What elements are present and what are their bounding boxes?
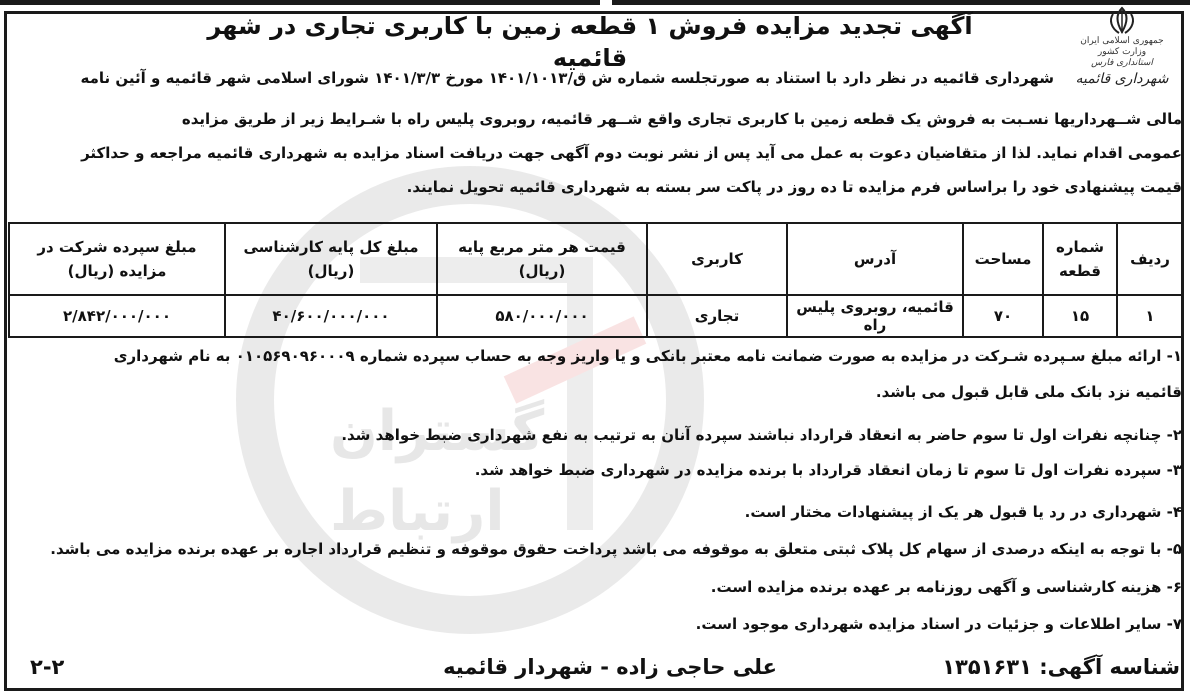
condition-7: ۷- سایر اطلاعات و جزئیات در اسناد مزایده شهرداری موجود است. [695,615,1182,633]
cell-deposit: ۲/۸۴۲/۰۰۰/۰۰۰ [9,295,225,337]
auction-table [8,222,1184,338]
col-header-address: آدرس [787,223,963,295]
cell-row-number: ۱ [1117,295,1183,337]
intro-line-4: قیمت پیشنهادی خود را براساس فرم مزایده تا ده روز در پاکت سر بسته به شهرداری قائمیه تحویل نمایند. [406,178,1182,196]
top-rule-right [612,0,1190,5]
logo-line-2: وزارت کشور [1097,47,1147,57]
col-header-row-number: ردیف [1117,223,1183,295]
cell-area: ۷۰ [963,295,1043,337]
cell-parcel-number: ۱۵ [1043,295,1117,337]
municipality-logo [1062,6,1182,116]
mayor-signature: علی حاجی زاده - شهردار قائمیه [443,655,777,679]
watermark-text-2: ارتباط [330,479,505,544]
watermark-text-1: گستران [330,399,545,464]
col-header-deposit: مبلغ سپرده شرکت در مزایده (ریال) [9,223,225,295]
cell-address: قائمیه، روبروی پلیس راه [787,295,963,337]
cell-total-base-price: ۴۰/۶۰۰/۰۰۰/۰۰۰ [225,295,437,337]
col-header-total-base-price: مبلغ کل پایه کارشناسی (ریال) [225,223,437,295]
cell-usage: تجاری [647,295,787,337]
condition-5: ۵- با توجه به اینکه درصدی از سهام کل پلاک ثبتی متعلق به موقوفه می باشد پرداخت حقوق موقوفه و تنظیم قرارداد اجاره بر عهده برنده مزایده می باشد. [50,540,1182,558]
logo-line-4: شهرداری قائمیه [1075,71,1169,87]
condition-3: ۳- سپرده نفرات اول تا سوم تا زمان انعقاد قرارداد با برنده مزایده در شهرداری ضبط خواهد شد. [474,461,1182,479]
condition-4: ۴- شهرداری در رد یا قبول هر یک از پیشنهادات مختار است. [744,503,1182,521]
top-rule-left [0,0,600,5]
intro-line-3: عمومی اقدام نماید. لذا از متقاضیان دعوت به عمل می آید پس از نشر نوبت دوم آگهی جهت دریافت اسناد مزایده به شهرداری قائمیه مراجعه و حداکثر [81,144,1182,162]
intro-line-1: شهرداری قائمیه در نظر دارد با استناد به صورتجلسه شماره ش ق/۱۴۰۱/۱۰۱۳ مورخ ۱۴۰۱/۳/۳ شورای اسلامی شهر قائمیه و آئین نامه [80,69,1054,87]
condition-1: ۱- ارائه مبلغ سـپرده شـرکت در مزایده به صورت ضمانت نامه معتبر بانکی و یا واریز وجه به حساب سپرده شماره ۰۱۰۵۶۹۰۹۶۰۰۰۹ به نام شهرداری [113,347,1182,365]
notice-code: ۲-۲ [30,655,65,679]
notice-title: آگهی تجدید مزایده فروش ۱ قطعه زمین با کاربری تجاری در شهر قائمیه [207,12,973,72]
col-header-usage: کاربری [647,223,787,295]
condition-2: ۲- چنانچه نفرات اول تا سوم حاضر به انعقاد قرارداد نباشند سپرده آنان به ترتیب به نفع شهرداری ضبط خواهد شد. [341,426,1182,444]
intro-line-2: مالی شــهرداریها نسـبت به فروش یک قطعه زمین با کاربری تجاری واقع شــهر قائمیه، روبروی پلیس راه با شـرایط زیر از طریق مزایده [181,110,1182,128]
condition-1-continued: قائمیه نزد بانک ملی قابل قبول می باشد. [875,383,1182,401]
notice-id: شناسه آگهی: ۱۳۵۱۶۳۱ [942,655,1180,679]
condition-6: ۶- هزینه کارشناسی و آگهی روزنامه بر عهده برنده مزایده است. [710,578,1182,596]
cell-price-per-sqm: ۵۸۰/۰۰۰/۰۰۰ [437,295,647,337]
col-header-area: مساحت [963,223,1043,295]
logo-line-3: استانداری فارس [1091,58,1153,68]
table-header-row [9,223,1183,295]
logo-line-1: جمهوری اسلامی ایران [1080,36,1164,46]
iran-emblem-icon [1105,6,1139,36]
table-row [9,295,1183,337]
col-header-price-per-sqm: قیمت هر متر مربع پایه (ریال) [437,223,647,295]
col-header-parcel-number: شماره قطعه [1043,223,1117,295]
